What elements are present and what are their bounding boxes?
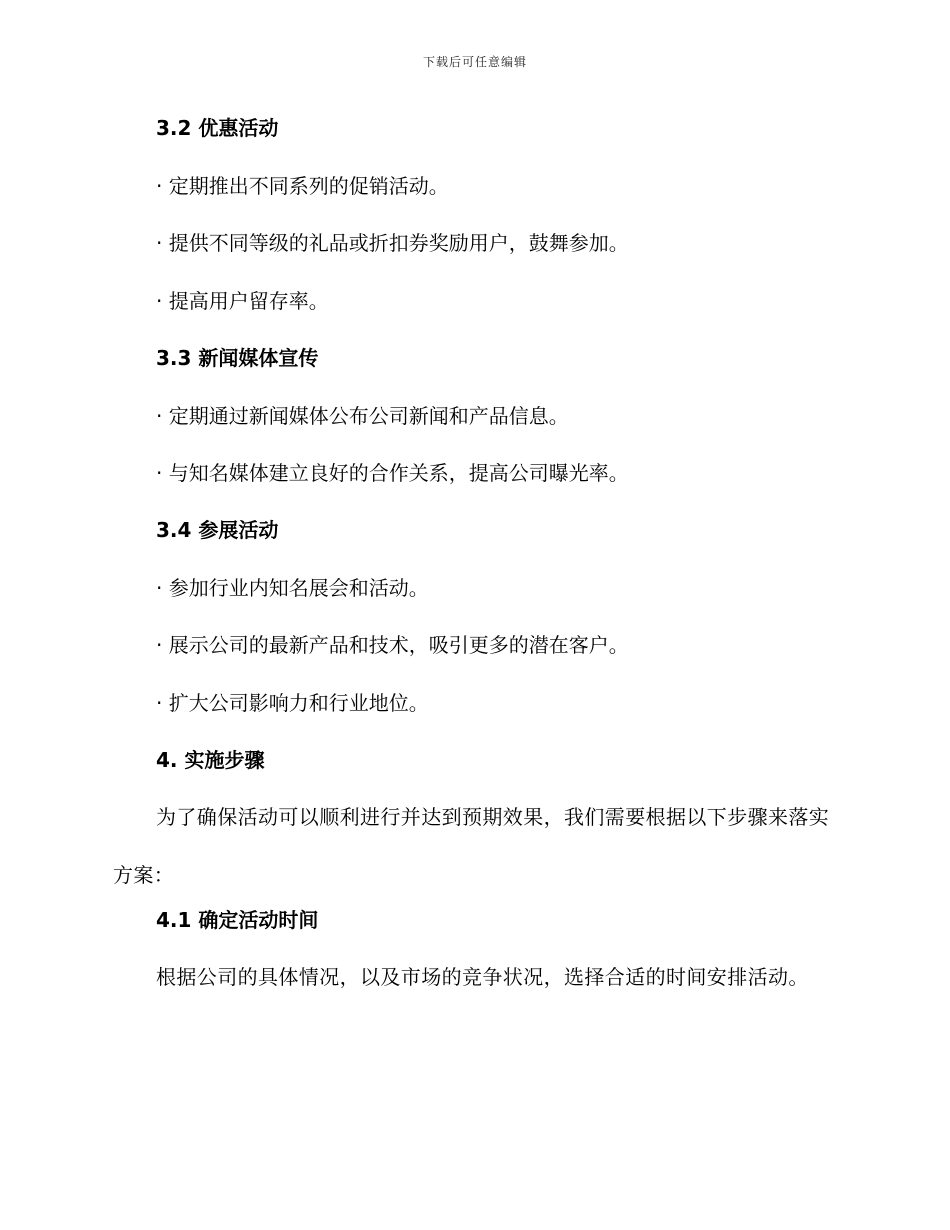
list-item: · 扩大公司影响力和行业地位。 [156,691,429,715]
list-item: · 定期推出不同系列的促销活动。 [156,174,449,198]
list-item: · 提供不同等级的礼品或折扣券奖励用户，鼓舞参加。 [156,231,629,255]
section-3-2-heading: 3.2 优惠活动 [156,116,279,140]
list-item: · 提高用户留存率。 [156,289,329,313]
section-4-1-heading: 4.1 确定活动时间 [156,908,319,932]
page-header: 下载后可任意编辑 [422,55,527,69]
list-item: · 与知名媒体建立良好的合作关系，提高公司曝光率。 [156,461,629,485]
list-item: · 定期通过新闻媒体公布公司新闻和产品信息。 [156,404,569,428]
list-item: · 展示公司的最新产品和技术，吸引更多的潜在客户。 [156,633,629,657]
section-3-3-heading: 3.3 新闻媒体宣传 [156,346,319,370]
section-3-4-heading: 3.4 参展活动 [156,518,279,542]
section-4-1-paragraph: 根据公司的具体情况，以及市场的竞争状况，选择合适的时间安排活动。 [156,965,809,989]
section-4-paragraph: 为了确保活动可以顺利进行并达到预期效果，我们需要根据以下步骤来落实方案： [113,805,830,887]
section-4-heading: 4. 实施步骤 [156,748,265,772]
list-item: · 参加行业内知名展会和活动。 [156,576,429,600]
